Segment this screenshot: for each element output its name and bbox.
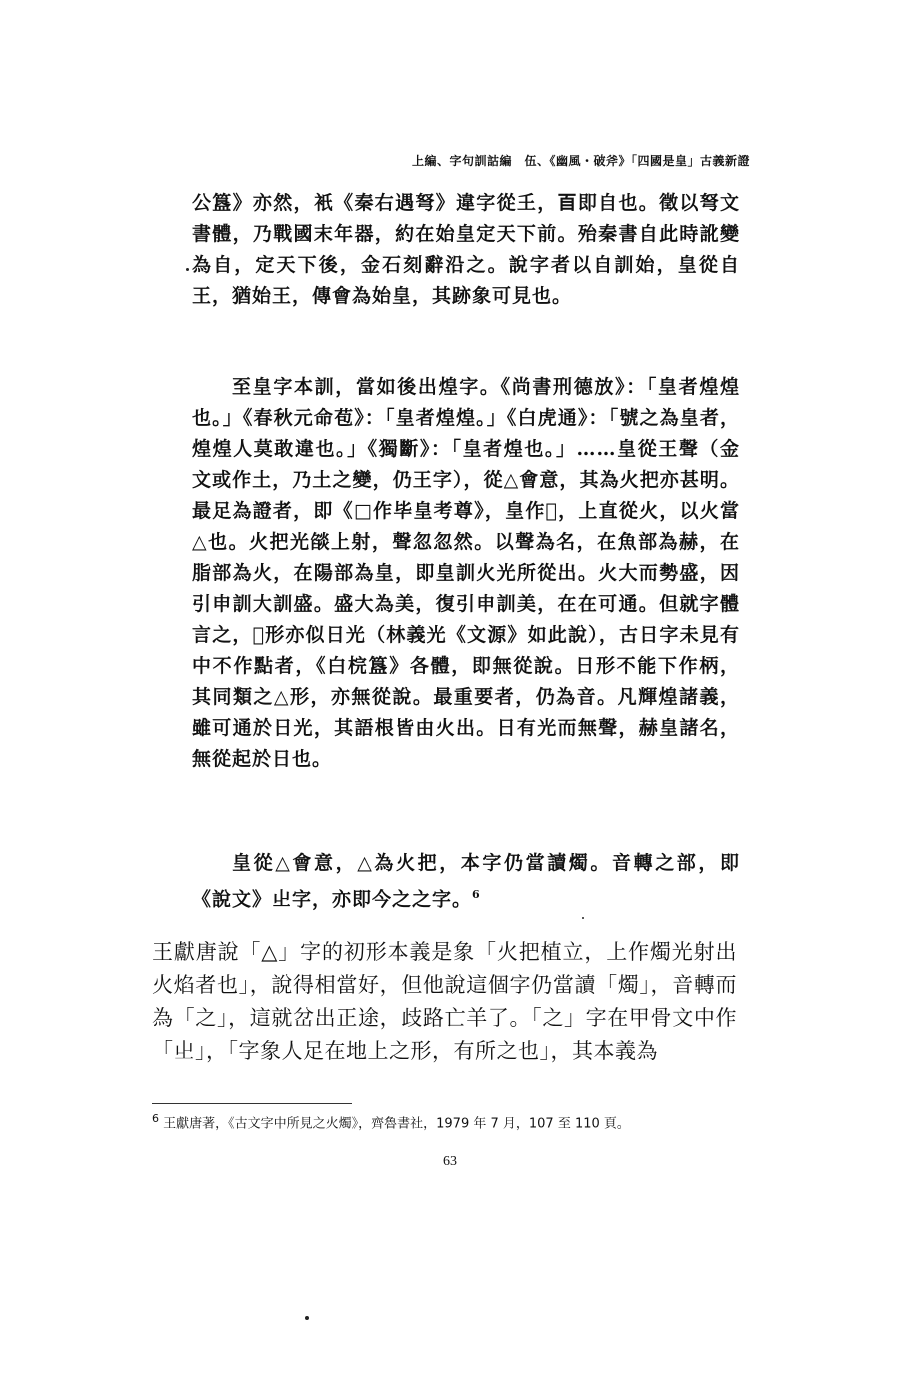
quote-block-1 (192, 188, 740, 312)
scan-speck (186, 268, 189, 271)
quote-block-3 (192, 848, 740, 915)
quote-paragraph-3 (192, 848, 740, 915)
quote-paragraph-2: 至皇字本訓，當如後出煌字。《尚書刑德放》：「皇者煌煌也。」《春秋元命苞》：「皇者煌煌。」《白虎通》：「號之為皇者，煌煌人莫敢違也。」《獨斷》：「皇者煌也。」……皇從王聲（金文或作土，乃土之變，仍王字），從△會意，其為火把亦甚明。最足為證者，即《□作毕皇考尊》，皇作𡴀，上直從火，以火當△也。火把光燄上射，聲忽忽然。以聲為名，在魚部為赫，在脂部為火，在陽部為皇，即皇訓火光所從出。火大而勢盛，因引申訓大訓盛。盛大為美，復引申訓美，在在可通。但就字體言之，𦣻形亦似日光（林義光《文源》如此說），古日字未見有中不作點者，《白梡簋》各體，即無從說。日形不能下作柄，其同類之△形，亦無從說。最重要者，仍為音。凡輝煌諸義，雖可通於日光，其語根皆由火出。日有光而無聲，赫皇諸名，無從起於日也。 (192, 376, 740, 770)
quote-paragraph-3-text: 皇從△會意，△為火把，本字仍當讀燭。音轉之部，即《說文》𡳿字，亦即今之之字。 (192, 852, 740, 911)
page-number: 63 (443, 1154, 457, 1169)
footnote-divider (152, 1103, 352, 1104)
scan-speck (582, 917, 584, 919)
footnote-text: 王獻唐著，《古文字中所見之火燭》，齊魯書社，1979 年 7 月，107 至 110 頁。 (163, 1116, 630, 1132)
body-paragraph (152, 936, 737, 1068)
footnote-reference: 6 (472, 888, 481, 901)
body-paragraph-text: 王獻唐說「△」字的初形本義是象「火把植立，上作燭光射出火焰者也」，說得相當好，但他說這個字仍當讀「燭」，音轉而為「之」，這就岔出正途，歧路亡羊了。「之」字在甲骨文中作「𡳿」，「字象人足在地上之形，有所之也」，其本義為 (152, 940, 737, 1063)
footnote (152, 1112, 752, 1131)
scan-speck (305, 1316, 309, 1320)
footnote-number: 6 (152, 1112, 159, 1125)
quote-paragraph-1: 公簋》亦然，衹《秦右遇弩》違字從𡈼，𦣻即自也。徵以弩文書體，乃戰國末年器，約在始皇定天下前。殆秦書自此時訛變為自，定天下後，金石刻辭沿之。說字者以自訓始，皇從自王，猶始王，傳會為始皇，其跡象可見也。 (192, 192, 740, 307)
quote-block-2 (192, 372, 740, 775)
running-head: 上編、字句訓詁編 伍、《幽風・破斧》「四國是皇」古義新證 (411, 154, 750, 168)
